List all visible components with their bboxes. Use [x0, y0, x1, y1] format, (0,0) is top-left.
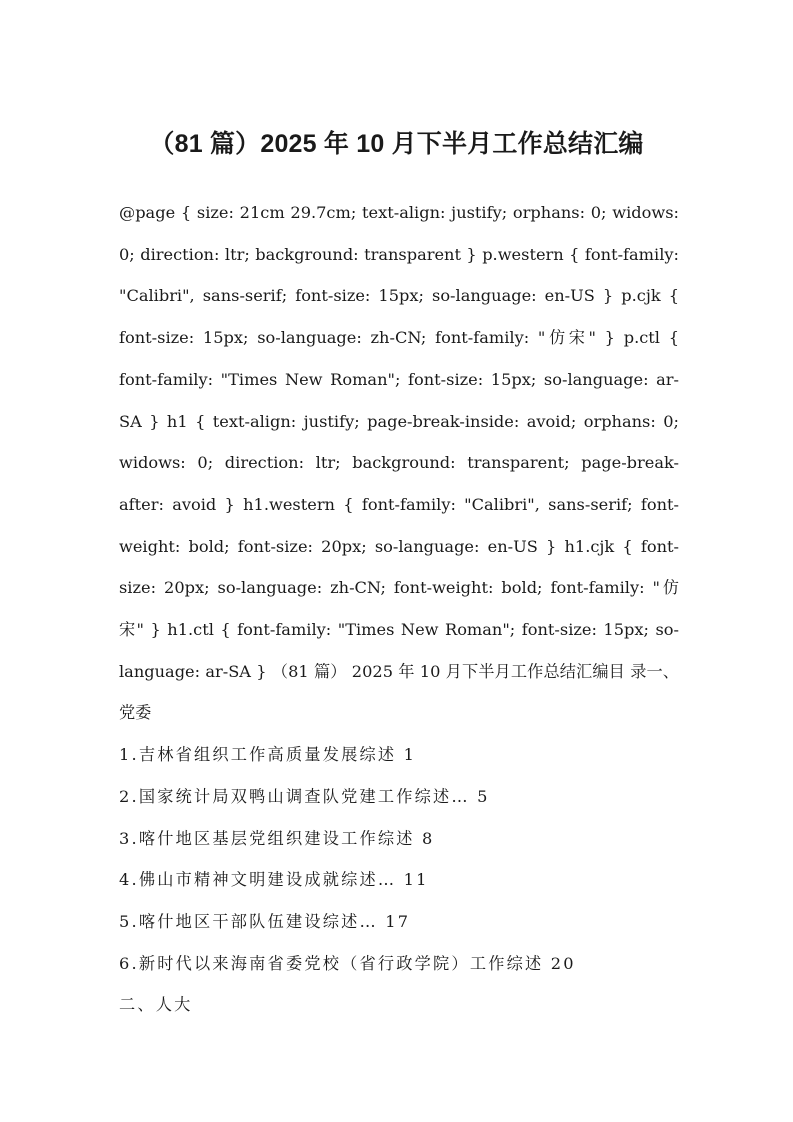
toc-item: 4.佛山市精神文明建设成就综述… 11 — [119, 870, 429, 890]
document-title: （81 篇）2025 年 10 月下半月工作总结汇编 — [149, 130, 644, 158]
document-body — [119, 192, 679, 1026]
toc-item: 6.新时代以来海南省委党校（省行政学院）工作综述 20 — [119, 953, 576, 973]
toc-item: 1.吉林省组织工作高质量发展综述 1 — [119, 745, 417, 765]
toc-item: 3.喀什地区基层党组织建设工作综述 8 — [119, 828, 435, 848]
toc-item: 5.喀什地区干部队伍建设综述… 17 — [119, 911, 411, 931]
toc-item: 2.国家统计局双鸭山调查队党建工作综述… 5 — [119, 786, 490, 806]
css-text-paragraph: @page { size: 21cm 29.7cm; text-align: justify; orphans: 0; widows: 0; direction: ltr; background: transparent } p.western { font-family: "Calibri", sans-serif; font-size: 15px; so-language: en-US } p.cjk { font-size: 15px; so-language: zh-CN; font-family: "仿宋" } p.ctl { font-family: "Times New Roman"; font-size: 15px; so-language: ar-SA } h1 { text-align: justify; page-break-inside: avoid; orphans: 0; widows: 0; direction: ltr; background: transparent; page-break-after: avoid } h1.western { font-family: "Calibri", sans-serif; font-weight: bold; font-size: 20px; so-language: en-US } h1.cjk { font-size: 20px; so-language: zh-CN; font-weight: bold; font-family: "仿宋" } h1.ctl { font-family: "Times New Roman"; font-size: 15px; so-language: ar-SA } （81 篇） 2025 年 10 月下半月工作总结汇编目 录一、党委 — [119, 203, 679, 723]
section-heading: 二、人大 — [119, 995, 193, 1015]
